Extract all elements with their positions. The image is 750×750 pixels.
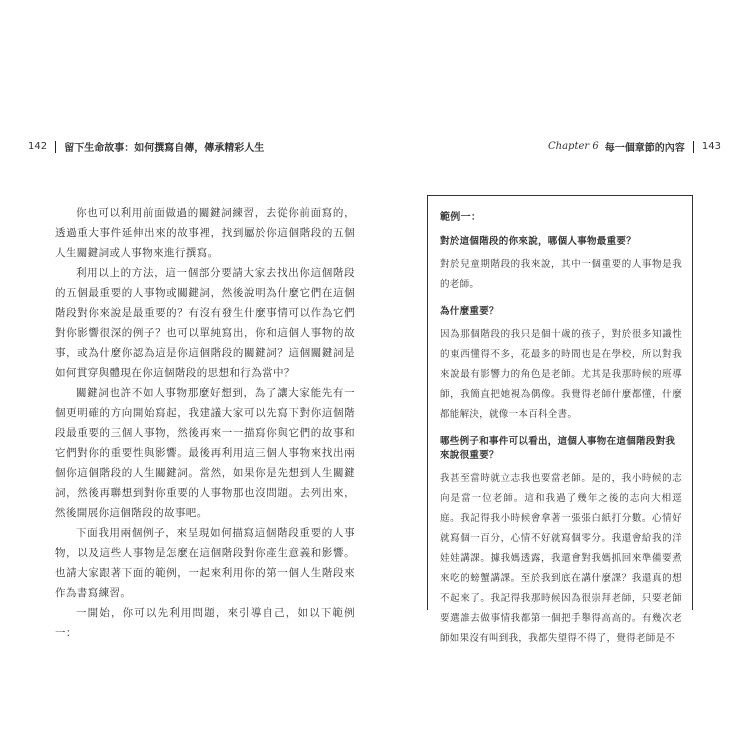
example-question: 對於這個階段的你來說，哪個人事物最重要？ <box>440 236 637 247</box>
right-page <box>375 0 750 750</box>
example-answer: 因為那個階段的我只是個十歲的孩子，對於很多知識性的東西懂得不多，花最多的時間也是在學校，所以對我來說最有影響力的角色是老師。尤其是我那時候的班導師，我簡直把她視為偶像。我覺得老師什麼都懂，什麼都能解決，就像一本百科全書。 <box>440 329 682 420</box>
example-title: 範例一： <box>440 212 482 223</box>
paragraph: 一開始，你可以先利用問題，來引導自己，如以下範例一： <box>55 607 355 639</box>
chapter-label: Chapter 6 <box>548 141 599 152</box>
left-page-number: 142 <box>28 141 48 152</box>
header-divider <box>55 141 56 153</box>
example-question: 為什麼重要？ <box>440 306 499 317</box>
example-box <box>427 195 693 644</box>
right-page-number: 143 <box>701 141 721 152</box>
left-running-title: 留下生命故事：如何撰寫自傳，傳承精彩人生 <box>64 143 265 154</box>
body-text <box>55 203 355 643</box>
right-page-header <box>548 139 721 154</box>
paragraph: 你也可以利用前面做過的關鍵詞練習，去從你前面寫的，透過重大事件延伸出來的故事裡，找到屬於你這個階段的五個人生關鍵詞或人事物來進行撰寫。 <box>55 207 355 259</box>
example-answer: 我甚至當時就立志我也要當老師。是的，我小時候的志向是當一位老師。這和我過了幾年之後的志向大相逕庭。我記得我小時候會拿著一張張白紙打分數。心情好就寫個一百分，心情不好就寫個零分。我還會給我的洋娃娃講課。據我媽透露，我還會對我媽抓回來準備要煮來吃的螃蟹講課。至於我到底在講什麼課？我還真的想不起來了。我記得我那時候因為很崇拜老師，只要老師要選誰去做事情我都第一個把手舉得高高的。有幾次老師如果沒有叫到我，我都失望得不得了，覺得老師是不 <box>440 473 682 644</box>
example-answer: 對於兒童期階段的我來說，其中一個重要的人事物是我的老師。 <box>440 259 682 290</box>
paragraph: 利用以上的方法，這一個部分要請大家去找出你這個階段的五個最重要的人事物或關鍵詞，然後說明為什麼它們在這個階段對你來說是最重要的？有沒有發生什麼事情可以作為它們對你影響很深的例子？也可以單純寫出，你和這個人事物的故事，或為什麼你認為這是你這個階段的關鍵詞？這個關鍵詞是如何貫穿與體現在你這個階段的思想和行為當中？ <box>55 267 355 379</box>
left-page-header <box>28 139 264 154</box>
right-running-title: 每一個章節的內容 <box>604 143 685 154</box>
header-divider <box>693 141 694 153</box>
example-question: 哪些例子和事件可以看出，這個人事物在這個階段對我來說很重要？ <box>440 436 676 461</box>
paragraph: 下面我用兩個例子，來呈現如何描寫這個階段重要的人事物，以及這些人事物是怎麼在這個階段對你產生意義和影響。也請大家跟著下面的範例，一起來利用你的第一個人生階段來作為書寫練習。 <box>55 527 355 599</box>
paragraph: 關鍵詞也許不如人事物那麼好想到，為了讓大家能先有一個更明確的方向開始寫起，我建議大家可以先寫下對你這個階段最重要的三個人事物，然後再來一一描寫你與它們的故事和它們對你的重要性與影響。最後再利用這三個人事物來找出兩個你這個階段的人生關鍵詞。當然，如果你是先想到人生關鍵詞，然後再聯想到對你重要的人事物那也沒問題。去列出來，然後開展你這個階段的故事吧。 <box>55 387 355 519</box>
